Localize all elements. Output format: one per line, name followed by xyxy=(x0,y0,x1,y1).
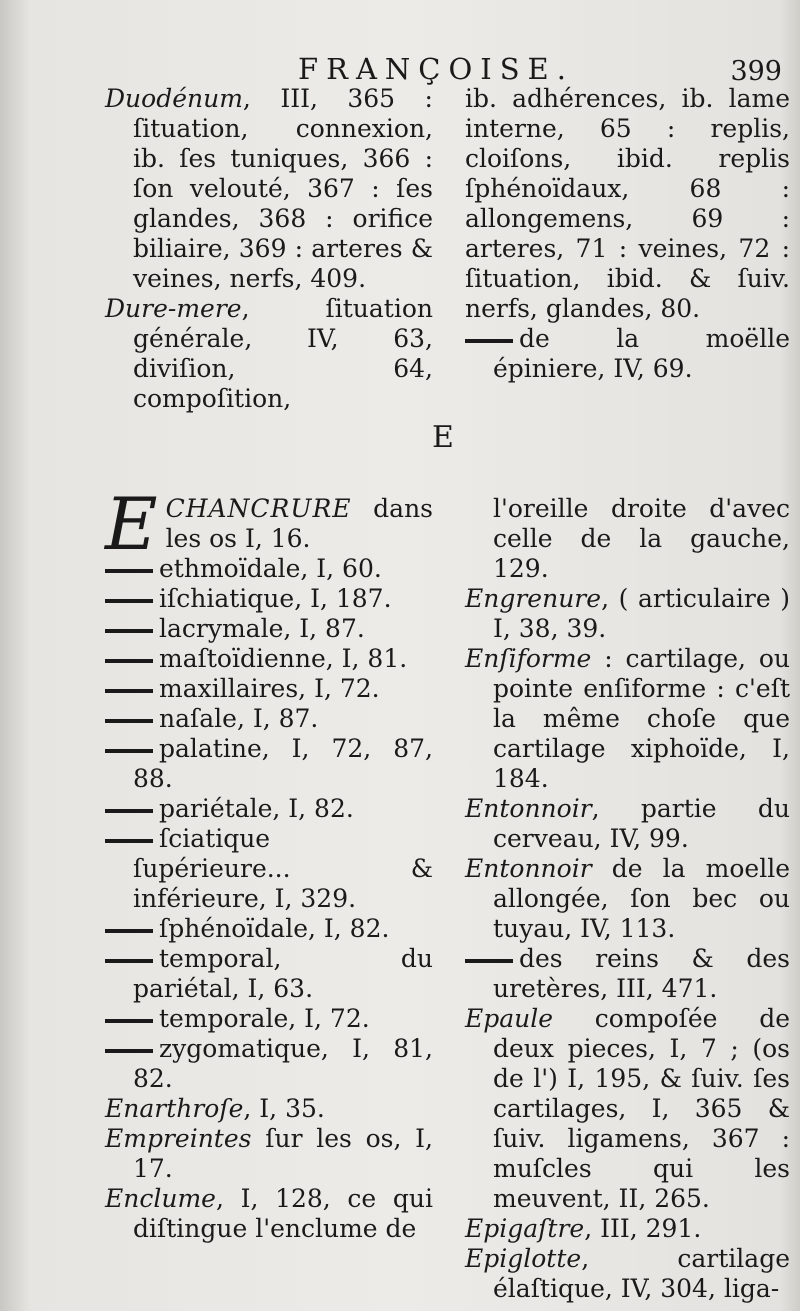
headword: Entonnoir xyxy=(465,854,592,883)
index-entry-continued xyxy=(465,494,790,584)
index-entry xyxy=(465,1214,790,1244)
index-subentry xyxy=(105,1004,433,1034)
entry-text: palatine, I, 72, 87, 88. xyxy=(133,734,433,793)
headword: Enclume xyxy=(105,1184,216,1213)
index-subentry xyxy=(465,324,790,384)
entry-text: , III, 365 : ſituation, connexion, ib. ſes tuniques, 366 : ſon velouté, 367 : ſes glandes, 368 : orifice biliaire, 369 : arteres & veines, nerfs, 409. xyxy=(133,84,433,293)
headword: Entonnoir xyxy=(465,794,592,823)
entry-text: ib. adhérences, ib. lame interne, 65 : replis, cloiſons, ibid. replis ſphénoïdaux, 68 : allongemens, 69 : arteres, 71 : veines, 72 : ſituation, ibid. & ſuiv. nerfs, glandes, 80. xyxy=(465,84,790,323)
dash-rule xyxy=(105,839,153,843)
dash-rule xyxy=(105,569,153,573)
headword: Epiglotte xyxy=(465,1244,582,1273)
entry-text: de la moelle allongée, ſon bec ou tuyau, IV, 113. xyxy=(493,854,790,943)
index-entry xyxy=(465,644,790,794)
entry-text: , I, 128, ce qui diſtingue l'enclume de xyxy=(133,1184,433,1243)
index-entry xyxy=(105,1094,433,1124)
entry-text: maſtoïdienne, I, 81. xyxy=(159,644,408,673)
entry-text: : cartilage, ou pointe enſiforme : c'eſt la même choſe que cartilage xiphoïde, I, 184. xyxy=(493,644,790,793)
entry-text: de la moëlle épiniere, IV, 69. xyxy=(493,324,790,383)
index-column-left-top xyxy=(105,84,433,414)
index-column-right-bottom xyxy=(465,494,790,1304)
index-entry xyxy=(465,794,790,854)
dash-rule xyxy=(105,749,153,753)
dash-rule xyxy=(105,719,153,723)
dash-rule xyxy=(105,929,153,933)
entry-text: temporal, du pariétal, I, 63. xyxy=(133,944,433,1003)
headword: Epigaſtre xyxy=(465,1214,585,1243)
dropcap-word: CHANCRURE xyxy=(165,494,352,523)
entry-text: , ( articulaire ) I, 38, 39. xyxy=(493,584,790,643)
dash-rule xyxy=(105,959,153,963)
headword: Enſiforme xyxy=(465,644,592,673)
dropcap-entry xyxy=(105,482,433,566)
drop-capital: E xyxy=(105,482,158,566)
index-entry xyxy=(465,584,790,644)
entry-text: temporale, I, 72. xyxy=(159,1004,370,1033)
entry-text: iſchiatique, I, 187. xyxy=(159,584,392,613)
entry-text: , ſituation générale, IV, 63, diviſion, 64, compoſition, xyxy=(133,294,433,413)
dash-rule xyxy=(465,959,513,963)
index-entry xyxy=(105,84,433,294)
entry-text: , I, 35. xyxy=(243,1094,325,1123)
entry-text: naſale, I, 87. xyxy=(159,704,319,733)
entry-text: maxillaires, I, 72. xyxy=(159,674,380,703)
index-subentry xyxy=(105,674,433,704)
entry-text: zygomatique, I, 81, 82. xyxy=(133,1034,433,1093)
running-head: FRANÇOISE. xyxy=(298,52,574,86)
headword: Epaule xyxy=(465,1004,554,1033)
entry-text: compoſée de deux pieces, I, 7 ; (os de l') I, 195, & ſuiv. ſes cartilages, I, 365 & ſuiv. ligamens, 367 : muſcles qui les meuvent, II, 265. xyxy=(493,1004,790,1213)
entry-text: ſphénoïdale, I, 82. xyxy=(159,914,390,943)
dash-rule xyxy=(105,599,153,603)
index-column-left-bottom xyxy=(105,482,433,1244)
index-subentry xyxy=(105,794,433,824)
entry-text: , cartilage élaſtique, IV, 304, liga- xyxy=(493,1244,790,1303)
index-subentry xyxy=(105,1034,433,1094)
index-entry xyxy=(465,1244,790,1304)
index-subentry xyxy=(105,914,433,944)
index-entry xyxy=(105,1184,433,1244)
dash-rule xyxy=(105,629,153,633)
entry-text: ſur les os, I, 17. xyxy=(133,1124,433,1183)
entry-text: ethmoïdale, I, 60. xyxy=(159,554,382,583)
dash-rule xyxy=(105,1019,153,1023)
index-entry xyxy=(105,294,433,414)
entry-text: pariétale, I, 82. xyxy=(159,794,354,823)
index-entry xyxy=(105,1124,433,1184)
section-letter: E xyxy=(432,420,454,455)
entry-text: ſciatique ſupérieure... & inférieure, I, 329. xyxy=(133,824,433,913)
index-subentry xyxy=(105,644,433,674)
index-subentry xyxy=(105,704,433,734)
dash-rule xyxy=(105,809,153,813)
index-subentry xyxy=(105,824,433,914)
dash-rule xyxy=(105,689,153,693)
entry-text: , partie du cerveau, IV, 99. xyxy=(493,794,790,853)
dash-rule xyxy=(465,339,513,343)
headword: Dure-mere xyxy=(105,294,242,323)
index-subentry xyxy=(105,734,433,794)
entry-text: l'oreille droite d'avec celle de la gauche, 129. xyxy=(493,494,790,583)
headword: Engrenure xyxy=(465,584,602,613)
index-entry xyxy=(465,1004,790,1214)
index-subentry xyxy=(465,944,790,1004)
headword: Duodénum xyxy=(105,84,243,113)
dash-rule xyxy=(105,659,153,663)
entry-text: dans les os I, 16. xyxy=(165,494,433,553)
index-entry-continued xyxy=(465,84,790,324)
entry-text: lacrymale, I, 87. xyxy=(159,614,365,643)
index-subentry xyxy=(105,584,433,614)
page-number: 399 xyxy=(730,56,782,87)
index-column-right-top xyxy=(465,84,790,384)
entry-text: des reins & des uretères, III, 471. xyxy=(493,944,790,1003)
index-subentry xyxy=(105,614,433,644)
headword: Empreintes xyxy=(105,1124,252,1153)
dash-rule xyxy=(105,1049,153,1053)
index-subentry xyxy=(105,944,433,1004)
entry-text: , III, 291. xyxy=(584,1214,702,1243)
headword: Enarthroſe xyxy=(105,1094,244,1123)
index-entry xyxy=(465,854,790,944)
